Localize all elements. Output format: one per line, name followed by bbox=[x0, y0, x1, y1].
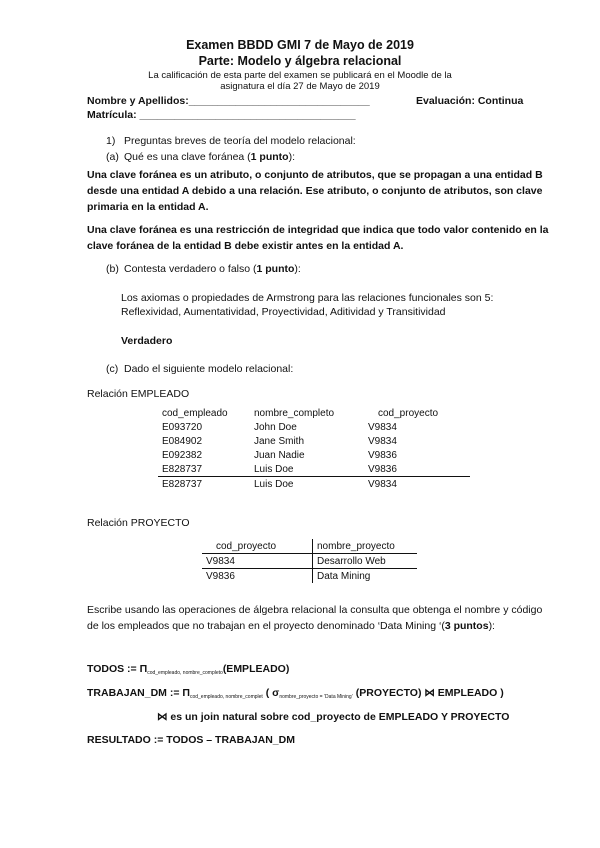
column-header: cod_proyecto bbox=[378, 407, 439, 419]
selection-open: ( σ bbox=[262, 687, 280, 699]
part-a-label: (a) bbox=[106, 151, 119, 163]
empleado-relation-label: Relación EMPLEADO bbox=[87, 388, 190, 400]
result-expression: RESULTADO := TODOS – TRABAJAN_DM bbox=[87, 734, 295, 746]
answer-a-p1-line1: Una clave foránea es un atributo, o conjunto de atributos, que se propagan a una entidad B bbox=[87, 169, 543, 181]
table-row bbox=[202, 569, 417, 584]
column-header: cod_proyecto bbox=[202, 539, 313, 554]
query-prompt-text: de los empleados que no trabajan en el proyecto denominado ‘Data Mining ‘( bbox=[87, 620, 445, 632]
evaluation-type: Evaluación: Continua bbox=[416, 95, 524, 107]
table-cell: V9834 bbox=[368, 435, 397, 447]
answer-a-p2-line2: clave foránea de la entidad B debe existir antes en la entidad A. bbox=[87, 240, 404, 252]
proyecto-table bbox=[202, 539, 417, 583]
part-a-points: 1 punto bbox=[250, 151, 289, 163]
part-b-text: Contesta verdadero o falso ( bbox=[124, 263, 257, 275]
part-c-text: Dado el siguiente modelo relacional: bbox=[124, 363, 294, 375]
query-prompt-close: ): bbox=[488, 620, 495, 632]
question-heading: Preguntas breves de teoría del modelo relacional: bbox=[124, 135, 356, 147]
matricula-field-label: Matrícula: _____________________________________ bbox=[87, 109, 356, 121]
table-cell: V9834 bbox=[368, 421, 397, 433]
table-cell: E092382 bbox=[162, 449, 203, 461]
publication-note-line1: La calificación de esta parte del examen se publicará en el Moodle de la bbox=[148, 70, 452, 81]
table-cell: V9834 bbox=[202, 554, 313, 569]
column-header: cod_empleado bbox=[162, 407, 228, 419]
table-row bbox=[158, 434, 470, 448]
table-cell: Juan Nadie bbox=[254, 449, 305, 461]
column-header: nombre_completo bbox=[254, 407, 335, 419]
table-row bbox=[158, 420, 470, 434]
todos-relation: (EMPLEADO) bbox=[222, 663, 290, 675]
table-cell: E084902 bbox=[162, 435, 203, 447]
trabajan-rest: (PROYECTO) ⋈ EMPLEADO ) bbox=[352, 687, 504, 699]
part-b-statement-line1: Los axiomas o propiedades de Armstrong para las relaciones funcionales son 5: bbox=[121, 292, 494, 304]
todos-label: TODOS := Π bbox=[87, 663, 148, 675]
publication-note-line2: asignatura el día 27 de Mayo de 2019 bbox=[220, 81, 380, 92]
part-c-label: (c) bbox=[106, 363, 119, 375]
table-row bbox=[158, 477, 470, 492]
answer-a-p1-line2: desde una entidad A debido a una relación. Ese atributo, o conjunto de atributos, son clave bbox=[87, 185, 543, 197]
query-points: 3 puntos bbox=[444, 620, 489, 632]
table-cell: John Doe bbox=[254, 421, 297, 433]
proyecto-relation-label: Relación PROYECTO bbox=[87, 517, 190, 529]
part-b-label: (b) bbox=[106, 263, 119, 275]
exam-title: Examen BBDD GMI 7 de Mayo de 2019 bbox=[186, 38, 414, 52]
todos-expression bbox=[87, 663, 289, 676]
table-row bbox=[158, 448, 470, 462]
table-cell: Jane Smith bbox=[254, 435, 305, 447]
question-number: 1) bbox=[106, 135, 116, 147]
part-b-answer: Verdadero bbox=[121, 335, 173, 347]
column-header: nombre_proyecto bbox=[313, 539, 418, 554]
table-row bbox=[158, 462, 470, 477]
table-cell: Desarrollo Web bbox=[317, 555, 386, 567]
table-cell: V9836 bbox=[368, 449, 397, 461]
table-cell: V9836 bbox=[368, 463, 397, 475]
part-a-question bbox=[124, 151, 295, 163]
table-cell: Luis Doe bbox=[254, 463, 294, 475]
query-prompt-line1: Escribe usando las operaciones de álgebra relacional la consulta que obtenga el nombre y código bbox=[87, 604, 543, 616]
trabajan-expression bbox=[87, 687, 504, 700]
table-cell: Data Mining bbox=[313, 569, 418, 584]
exam-subtitle: Parte: Modelo y álgebra relacional bbox=[198, 54, 402, 68]
part-b-statement-line2: Reflexividad, Aumentatividad, Proyectividad, Aditividad y Transitividad bbox=[121, 306, 446, 318]
empleado-table bbox=[158, 406, 470, 491]
trabajan-projection-attrs: cod_empleado, nombre_complet bbox=[189, 694, 263, 700]
table-cell: V9836 bbox=[202, 569, 313, 584]
part-b-points: 1 punto bbox=[256, 263, 295, 275]
name-field-label: Nombre y Apellidos:_______________________________ bbox=[87, 95, 370, 107]
answer-a-p1-line3: primaria en la entidad A. bbox=[87, 201, 209, 213]
table-row bbox=[202, 554, 417, 569]
part-a-close: ): bbox=[288, 151, 296, 163]
table-cell: Luis Doe bbox=[250, 477, 364, 492]
query-prompt-line2 bbox=[87, 620, 495, 632]
part-b-close: ): bbox=[294, 263, 301, 275]
table-cell: E828737 bbox=[158, 477, 250, 492]
selection-condition: nombre_proyecto = ‘Data Mining’ bbox=[279, 694, 353, 700]
table-header-row bbox=[202, 539, 417, 554]
table-cell: V9834 bbox=[364, 477, 470, 492]
part-a-text: Qué es una clave foránea ( bbox=[124, 151, 251, 163]
join-note: ⋈ es un join natural sobre cod_proyecto de EMPLEADO Y PROYECTO bbox=[157, 711, 510, 723]
table-header-row bbox=[158, 406, 470, 420]
trabajan-label: TRABAJAN_DM := Π bbox=[87, 687, 190, 699]
table-cell: E828737 bbox=[162, 463, 203, 475]
answer-a-p2-line1: Una clave foránea es una restricción de integridad que indica que todo valor contenido en la bbox=[87, 224, 549, 236]
part-b-question bbox=[124, 263, 301, 275]
todos-projection-attrs: cod_empleado, nombre_completo bbox=[147, 670, 223, 676]
table-cell: E093720 bbox=[162, 421, 203, 433]
